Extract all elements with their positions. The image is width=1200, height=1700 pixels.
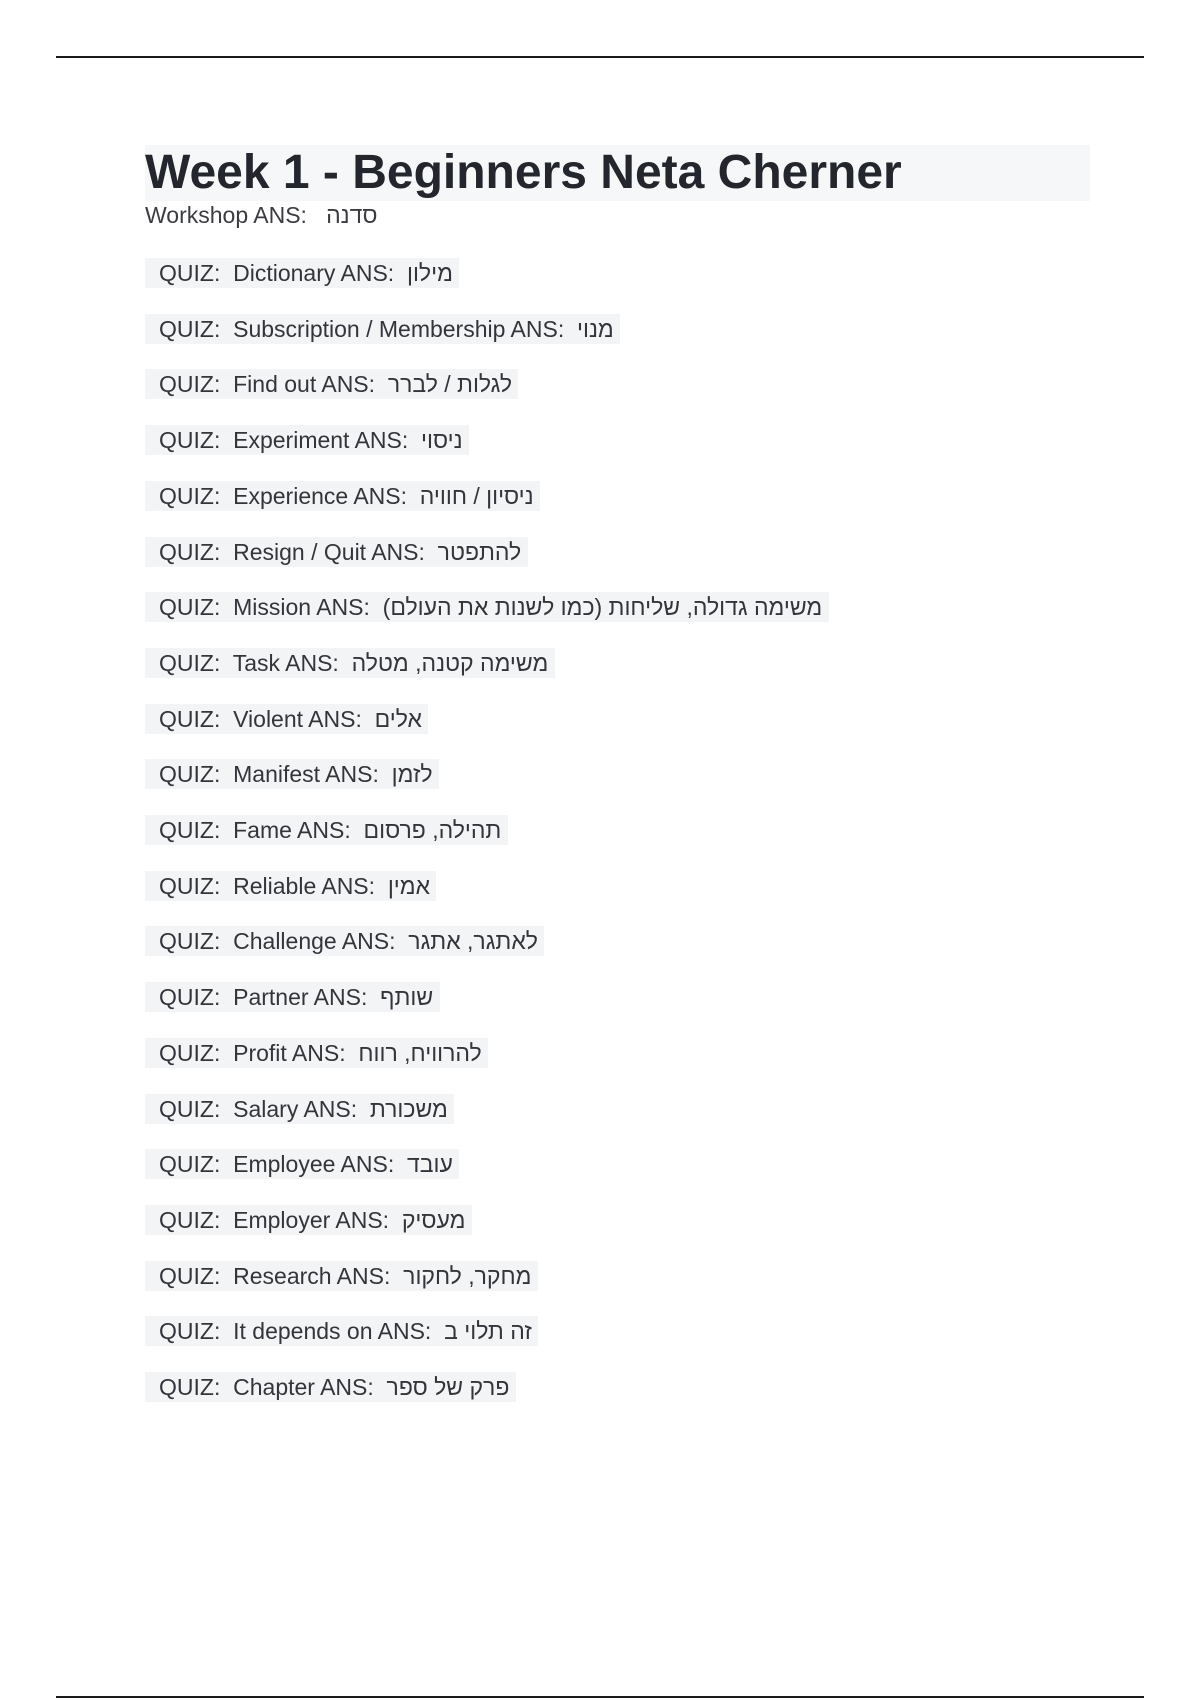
- quiz-label: QUIZ:: [159, 594, 221, 620]
- quiz-label: QUIZ:: [159, 1207, 221, 1233]
- quiz-answer: פרק של ספר: [386, 1374, 510, 1400]
- quiz-term: Research ANS:: [233, 1263, 391, 1289]
- quiz-term: Partner ANS:: [233, 984, 368, 1010]
- quiz-item: [145, 1372, 516, 1402]
- quiz-label: QUIZ:: [159, 928, 221, 954]
- quiz-item: [145, 926, 544, 956]
- quiz-label: QUIZ:: [159, 483, 221, 509]
- quiz-answer: ניסיון / חוויה: [419, 483, 534, 509]
- quiz-term: Challenge ANS:: [233, 928, 396, 954]
- quiz-answer: משימה קטנה, מטלה: [351, 650, 549, 676]
- quiz-answer: מילון: [406, 260, 453, 286]
- quiz-answer: להרוויח, רווח: [358, 1040, 482, 1066]
- quiz-term: Fame ANS:: [233, 817, 351, 843]
- quiz-item: [145, 1094, 454, 1124]
- document-body: [145, 145, 1090, 1400]
- quiz-term: Task ANS:: [232, 650, 339, 676]
- quiz-term: Employee ANS:: [233, 1151, 395, 1177]
- bottom-rule: [56, 1696, 1144, 1698]
- quiz-answer: אלים: [374, 706, 422, 732]
- quiz-answer: לאתגר, אתגר: [408, 928, 538, 954]
- quiz-term: Chapter ANS:: [233, 1374, 374, 1400]
- quiz-label: QUIZ:: [159, 873, 221, 899]
- quiz-item: [145, 1261, 538, 1291]
- quiz-item: [145, 871, 436, 901]
- quiz-answer: ניסוי: [421, 427, 463, 453]
- quiz-label: QUIZ:: [159, 539, 221, 565]
- quiz-item: [145, 759, 439, 789]
- quiz-answer: להתפטר: [437, 539, 522, 565]
- quiz-label: QUIZ:: [159, 260, 221, 286]
- quiz-item: [145, 369, 518, 399]
- quiz-item: [145, 1205, 472, 1235]
- quiz-answer: לגלות / לברר: [387, 371, 513, 397]
- first-entry: [145, 201, 1090, 231]
- quiz-item: [145, 815, 508, 845]
- quiz-label: QUIZ:: [159, 817, 221, 843]
- quiz-answer: זה תלוי ב: [444, 1318, 532, 1344]
- first-entry-answer: סדנה: [326, 202, 378, 228]
- quiz-item: [145, 982, 440, 1012]
- quiz-term: Experiment ANS:: [233, 427, 409, 453]
- quiz-answer: תהילה, פרסום: [363, 817, 502, 843]
- quiz-term: Subscription / Membership ANS:: [233, 316, 565, 342]
- quiz-answer: עובד: [407, 1151, 453, 1177]
- quiz-term: It depends on ANS:: [233, 1318, 432, 1344]
- quiz-label: QUIZ:: [159, 1040, 221, 1066]
- quiz-term: Manifest ANS:: [233, 761, 379, 787]
- quiz-item: [145, 1149, 459, 1179]
- page-title: Week 1 - Beginners Neta Cherner: [145, 145, 1090, 201]
- quiz-answer: לזמן: [391, 761, 433, 787]
- quiz-item: [145, 314, 620, 344]
- quiz-answer: משימה גדולה, שליחות (כמו לשנות את העולם): [382, 594, 823, 620]
- quiz-label: QUIZ:: [159, 371, 221, 397]
- quiz-item: [145, 1316, 538, 1346]
- quiz-term: Resign / Quit ANS:: [233, 539, 425, 565]
- quiz-item: [145, 425, 469, 455]
- quiz-label: QUIZ:: [159, 1151, 221, 1177]
- quiz-answer: משכורת: [369, 1096, 448, 1122]
- quiz-label: QUIZ:: [159, 984, 221, 1010]
- quiz-term: Reliable ANS:: [233, 873, 376, 899]
- quiz-term: Find out ANS:: [233, 371, 376, 397]
- quiz-label: QUIZ:: [159, 427, 221, 453]
- quiz-answer: מחקר, לחקור: [403, 1263, 532, 1289]
- quiz-answer: מנוי: [577, 316, 614, 342]
- first-entry-prefix: Workshop ANS:: [145, 202, 307, 228]
- quiz-label: QUIZ:: [159, 1263, 221, 1289]
- quiz-label: QUIZ:: [159, 316, 221, 342]
- quiz-item: [145, 537, 528, 567]
- quiz-term: Mission ANS:: [233, 594, 370, 620]
- quiz-term: Salary ANS:: [233, 1096, 358, 1122]
- quiz-term: Experience ANS:: [233, 483, 407, 509]
- quiz-item: [145, 592, 829, 622]
- quiz-label: QUIZ:: [159, 1318, 221, 1344]
- quiz-answer: מעסיק: [401, 1207, 466, 1233]
- quiz-label: QUIZ:: [159, 650, 221, 676]
- quiz-answer: אמין: [387, 873, 431, 899]
- quiz-label: QUIZ:: [159, 761, 221, 787]
- top-rule: [56, 56, 1144, 58]
- quiz-item: [145, 1038, 488, 1068]
- quiz-item: [145, 481, 540, 511]
- quiz-item: [145, 258, 459, 288]
- quiz-term: Profit ANS:: [233, 1040, 346, 1066]
- quiz-term: Violent ANS:: [233, 706, 362, 732]
- quiz-label: QUIZ:: [159, 1096, 221, 1122]
- quiz-item: [145, 704, 428, 734]
- quiz-term: Employer ANS:: [233, 1207, 390, 1233]
- quiz-answer: שותף: [380, 984, 434, 1010]
- quiz-term: Dictionary ANS:: [233, 260, 395, 286]
- quiz-item: [145, 648, 555, 678]
- quiz-label: QUIZ:: [159, 706, 221, 732]
- quiz-label: QUIZ:: [159, 1374, 221, 1400]
